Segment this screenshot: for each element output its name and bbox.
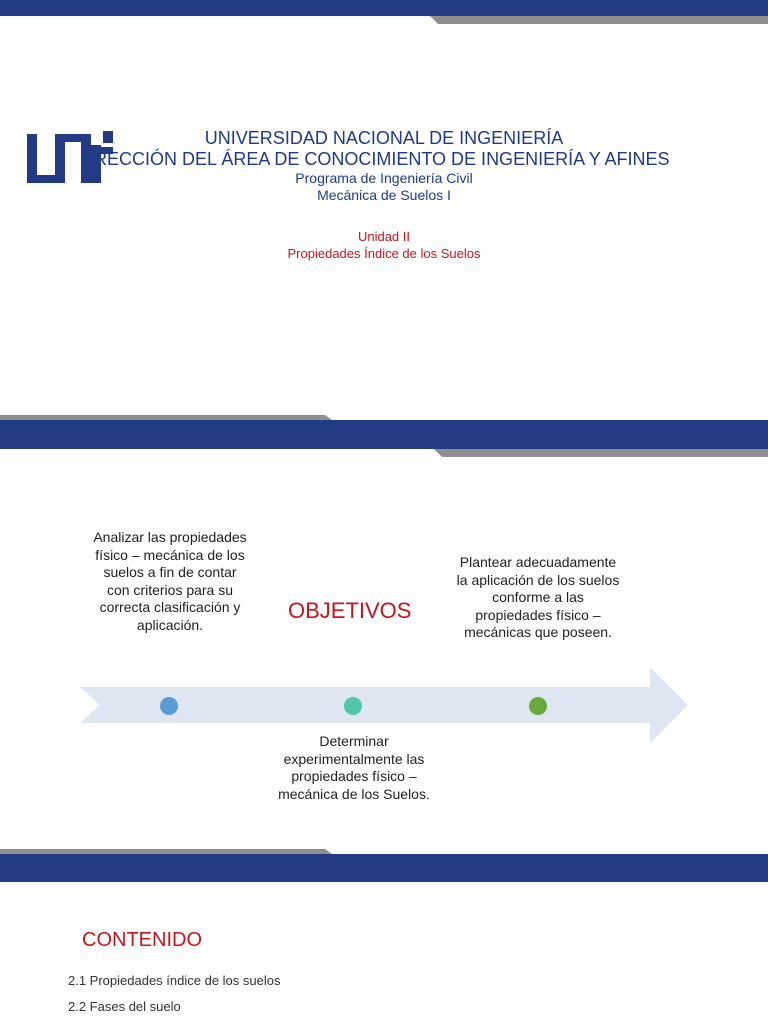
course-name: Mecánica de Suelos I — [317, 187, 451, 203]
header-band — [0, 0, 768, 26]
contents-heading: CONTENIDO — [82, 929, 202, 951]
timeline-dot-3 — [529, 697, 547, 715]
timeline-dot-2 — [344, 697, 362, 715]
university-name: UNIVERSIDAD NACIONAL DE INGENIERÍA — [204, 128, 564, 148]
program-name: Programa de Ingeniería Civil — [295, 170, 473, 186]
slide-title — [0, 0, 768, 420]
objectives-heading: OBJETIVOS — [288, 598, 412, 623]
contents-item-1: 2.1 Propiedades índice de los suelos — [68, 973, 281, 988]
unit-label: Unidad II — [357, 229, 411, 244]
objective-1: Analizar las propiedades físico – mecánica de los suelos a fin de contar con criterios para su correcta clasificación y aplicación. — [93, 529, 247, 633]
timeline-dot-1 — [160, 697, 178, 715]
footer-band — [0, 412, 768, 420]
unit-title: Propiedades Índice de los Suelos — [287, 246, 481, 261]
header-band — [0, 420, 768, 458]
objective-3: Plantear adecuadamente la aplicación de los suelos conforme a las propiedades físico – mecánicas que poseen. — [456, 554, 620, 640]
slide-contents — [0, 854, 768, 1024]
footer-band — [0, 846, 768, 854]
direction-name: RECCIÓN DEL ÁREA DE CONOCIMIENTO DE INGENIERÍA Y AFINES — [94, 149, 670, 169]
contents-item-2: 2.2 Fases del suelo — [68, 999, 181, 1014]
header-band — [0, 854, 768, 882]
slide-objectives — [0, 420, 768, 854]
objective-2: Determinar experimentalmente las propiedades físico – mecánica de los Suelos. — [278, 733, 430, 802]
